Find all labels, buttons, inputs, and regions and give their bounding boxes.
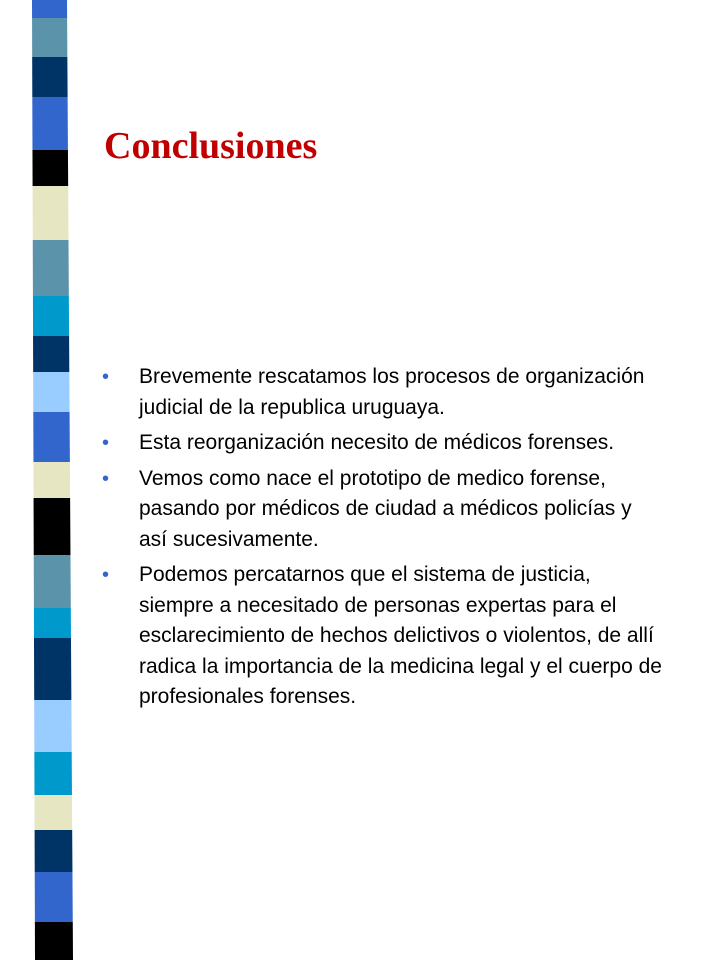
stripe-segment xyxy=(34,498,71,555)
stripe-segment xyxy=(35,830,73,872)
stripe-segment xyxy=(33,186,69,240)
slide-title: Conclusiones xyxy=(104,125,318,167)
bullet-list xyxy=(102,362,662,718)
stripe-segment xyxy=(34,700,72,752)
bullet-item xyxy=(102,428,662,459)
bullet-icon: • xyxy=(102,467,110,490)
bullet-icon: • xyxy=(102,366,110,388)
stripe-segment xyxy=(32,97,68,150)
stripe-segment xyxy=(34,608,71,638)
stripe-segment xyxy=(33,296,69,336)
bullet-text: Brevemente rescatamos los procesos de organización judicial de la republica uruguaya. xyxy=(139,365,645,419)
bullet-icon: • xyxy=(102,432,110,454)
stripe-segment xyxy=(33,462,70,498)
stripe-segment xyxy=(33,372,69,412)
stripe-segment xyxy=(34,638,71,700)
stripe-segment xyxy=(34,555,71,608)
stripe-segment xyxy=(32,57,67,97)
bullet-text: Podemos percatarnos que el sistema de justicia, siempre a necesitado de personas expertas para el esclarecimiento de hechos delictivos o violentos, de allí radica la importancia de la medicina legal y el cuerpo de profesionales forenses. xyxy=(139,563,662,708)
stripe-segment xyxy=(33,240,69,296)
stripe-segment xyxy=(32,150,68,186)
stripe-segment xyxy=(32,0,67,18)
bullet-text: Esta reorganización necesito de médicos forenses. xyxy=(139,431,615,454)
bullet-item xyxy=(102,560,662,713)
stripe-segment xyxy=(35,922,73,960)
bullet-icon: • xyxy=(102,564,110,586)
stripe-segment xyxy=(33,336,69,372)
bullet-item xyxy=(102,362,662,423)
stripe-segment xyxy=(34,795,72,830)
stripe-segment xyxy=(35,872,73,922)
decorative-stripe-bar xyxy=(0,0,80,960)
stripe-segment xyxy=(34,752,72,795)
stripe-segment xyxy=(32,18,67,57)
bullet-text: Vemos como nace el prototipo de medico forense, pasando por médicos de ciudad a médicos policías y así sucesivamente. xyxy=(139,466,632,551)
bullet-item xyxy=(102,464,662,556)
stripe-segment xyxy=(33,412,70,462)
